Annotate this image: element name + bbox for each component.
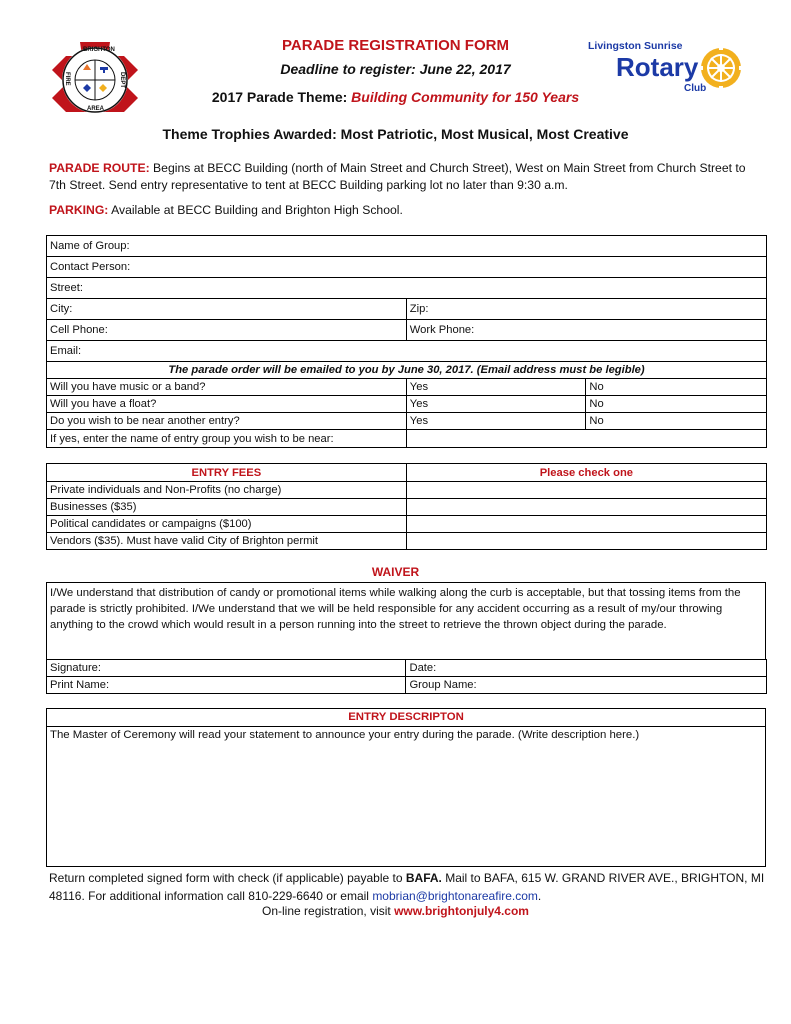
fee-check-political[interactable]	[406, 516, 766, 533]
city-field[interactable]: City:	[47, 299, 407, 320]
question-float: Will you have a float?	[47, 396, 407, 413]
waiver-header: WAIVER	[371, 565, 420, 579]
fee-row-vendor: Vendors ($35). Must have valid City of Brighton permit	[47, 533, 407, 550]
near-entry-group-field[interactable]	[406, 430, 766, 448]
contact-form-table	[46, 235, 767, 448]
music-yes-option[interactable]: Yes	[406, 379, 586, 396]
fire-logo-right-text: DEPT	[119, 72, 125, 89]
route-text: Begins at BECC Building (north of Main Street and Church Street), West on Main Street from Church Street to 7th Street. Send entry representative to tent at BECC Building parking lot no later than 9:30 a.m.	[49, 161, 746, 192]
parking-text: Available at BECC Building and Brighton High School.	[108, 203, 403, 217]
music-no-option[interactable]: No	[586, 379, 767, 396]
online-registration	[0, 904, 791, 918]
name-of-group-field[interactable]: Name of Group:	[47, 236, 767, 257]
print-name-field[interactable]: Print Name:	[47, 677, 406, 694]
entry-description-header: ENTRY DESCRIPTON	[47, 709, 765, 727]
fee-row-political: Political candidates or campaigns ($100)	[47, 516, 407, 533]
fire-logo-bottom-text: AREA	[87, 106, 105, 112]
entry-fees-header: ENTRY FEES	[47, 464, 407, 482]
entry-fees-table	[46, 463, 767, 550]
parking-label: PARKING:	[49, 203, 109, 217]
waiver-signature-table	[46, 659, 767, 694]
footer-payee: BAFA.	[405, 871, 442, 885]
deadline-text: Deadline to register: June 22, 2017	[280, 61, 511, 77]
parade-theme	[0, 89, 791, 105]
email-note: The parade order will be emailed to you by June 30, 2017. (Email address must be legible)	[47, 362, 767, 379]
theme-label: 2017 Parade Theme:	[211, 89, 348, 105]
fee-row-nonprofit: Private individuals and Non-Profits (no charge)	[47, 482, 407, 499]
entry-description-instructions: The Master of Ceremony will read your statement to announce your entry during the parade. (Write description here.)	[50, 729, 640, 741]
online-label: On-line registration, visit	[262, 904, 395, 918]
footer-text-a: Return completed signed form with check (if applicable) payable to	[49, 871, 406, 885]
fee-row-business: Businesses ($35)	[47, 499, 407, 516]
return-instructions	[49, 869, 765, 905]
entry-description-box[interactable]	[46, 708, 766, 867]
work-phone-field[interactable]: Work Phone:	[406, 320, 766, 341]
rotary-club-text: Club	[684, 83, 707, 94]
form-title: PARADE REGISTRATION FORM	[282, 37, 509, 54]
theme-trophies: Theme Trophies Awarded: Most Patriotic, Most Musical, Most Creative	[162, 126, 629, 142]
fee-check-vendor[interactable]	[406, 533, 766, 550]
rotary-name-text: Rotary	[616, 52, 699, 82]
parking-info	[49, 203, 403, 217]
fire-logo-left-text: FIRE	[64, 72, 70, 86]
street-field[interactable]: Street:	[47, 278, 767, 299]
parade-route	[49, 160, 761, 194]
float-no-option[interactable]: No	[586, 396, 767, 413]
theme-value: Building Community for 150 Years	[351, 89, 580, 105]
near-entry-yes-option[interactable]: Yes	[406, 413, 586, 430]
cell-phone-field[interactable]: Cell Phone:	[47, 320, 407, 341]
question-near-entry: Do you wish to be near another entry?	[47, 413, 407, 430]
rotary-top-text: Livingston Sunrise	[588, 40, 683, 52]
group-name-field[interactable]: Group Name:	[406, 677, 767, 694]
near-entry-label: If yes, enter the name of entry group you wish to be near:	[47, 430, 407, 448]
waiver-text: I/We understand that distribution of candy or promotional items while walking along the curb is acceptable, but that tossing items from the parade is strictly prohibited. I/We understand that we will be held responsible for any accident occurring as a result of my/our throwing anything to the crowd which would result in a person running into the street to retrieve the thrown object during the parade.	[46, 582, 766, 660]
route-label: PARADE ROUTE:	[49, 161, 150, 175]
email-field[interactable]: Email:	[47, 341, 767, 362]
signature-field[interactable]: Signature:	[47, 660, 406, 677]
question-music: Will you have music or a band?	[47, 379, 407, 396]
contact-person-field[interactable]: Contact Person:	[47, 257, 767, 278]
online-registration-link[interactable]: www.brightonjuly4.com	[394, 904, 529, 918]
check-one-header: Please check one	[406, 464, 766, 482]
zip-field[interactable]: Zip:	[406, 299, 766, 320]
contact-email-link[interactable]: mobrian@brightonareafire.com	[372, 889, 538, 903]
fee-check-nonprofit[interactable]	[406, 482, 766, 499]
footer-text-c: Mail to BAFA, 615 W. GRAND RIVER AVE., BRIGHTON, MI 48116. For additional information call 810-229-6640 or email	[49, 871, 765, 903]
near-entry-no-option[interactable]: No	[586, 413, 767, 430]
date-field[interactable]: Date:	[406, 660, 767, 677]
footer-text-d: .	[537, 889, 542, 903]
fire-logo-top-text: BRIGHTON	[83, 47, 115, 53]
fee-check-business[interactable]	[406, 499, 766, 516]
float-yes-option[interactable]: Yes	[406, 396, 586, 413]
